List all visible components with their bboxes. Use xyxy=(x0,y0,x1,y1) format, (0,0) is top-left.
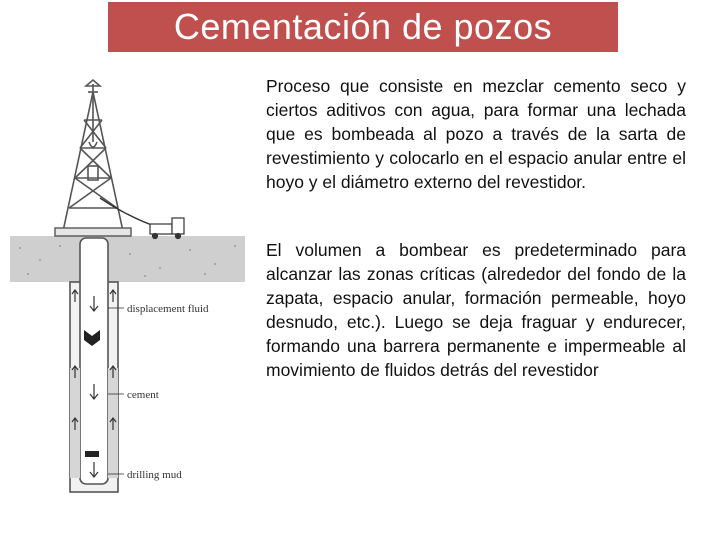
rig-floor xyxy=(55,228,131,236)
paragraph-definition: Proceso que consiste en mezclar cemento seco y ciertos aditivos con agua, para formar una lechada que es bombeada al pozo a través de la sarta de revestimiento y colocarlo en el espacio anular entre el hoyo y el diámetro externo del revestidor. xyxy=(266,76,686,192)
label-drilling-mud: drilling mud xyxy=(127,469,182,481)
label-displacement-fluid: displacement fluid xyxy=(127,303,209,315)
slide-body xyxy=(266,74,686,382)
ground-surface xyxy=(10,236,245,282)
cement-truck xyxy=(150,218,184,239)
label-cement: cement xyxy=(127,389,159,401)
casing xyxy=(80,238,108,484)
well-illustration xyxy=(0,78,255,498)
derrick xyxy=(62,80,124,236)
paragraph-volume: El volumen a bombear es predeterminado para alcanzar las zonas críticas (alrededor del fondo de la zapata, espacio anular, formación permeable, hoyo desnudo, etc.). Luego se deja fraguar y endurecer, formando una barrera permanente e impermeable al movimiento de fluidos detrás del revestidor xyxy=(266,240,686,380)
title-banner xyxy=(108,2,618,52)
bottom-plug xyxy=(85,451,99,457)
slide-title: Cementación de pozos xyxy=(173,6,553,47)
cementing-diagram xyxy=(0,78,255,498)
